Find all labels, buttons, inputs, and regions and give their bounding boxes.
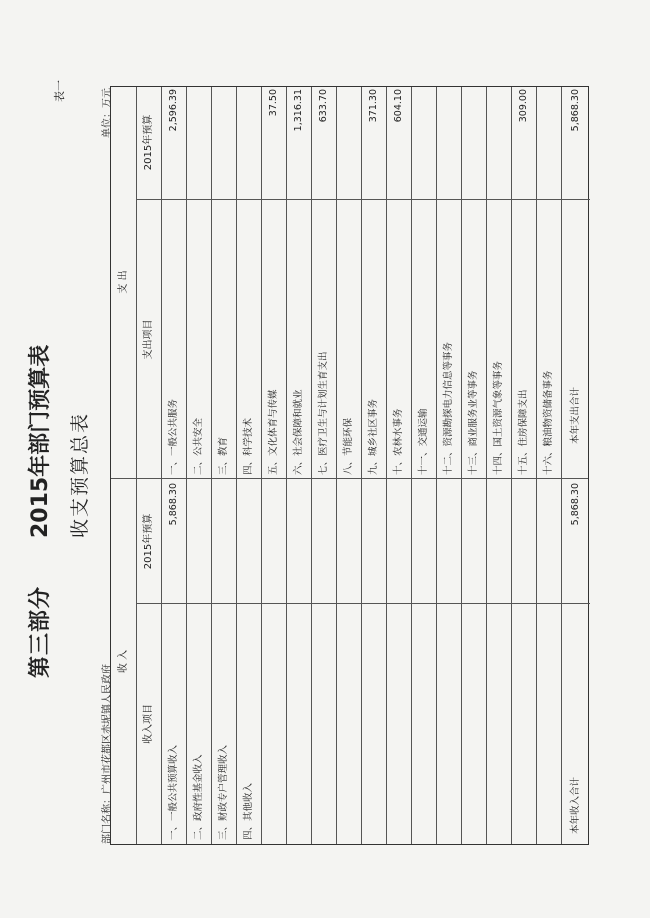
table-rule: [536, 87, 537, 844]
income-row-amount: [236, 483, 261, 604]
table-rule: [361, 87, 362, 844]
expense-row-amount: [336, 89, 361, 200]
table-rule: [161, 87, 162, 844]
table-rule: [136, 603, 590, 604]
unit-label: 单位：万元: [102, 88, 113, 138]
expense-row-item: 四、科学技术: [243, 417, 254, 475]
table-rule: [336, 87, 337, 844]
expense-header: 支 出: [118, 270, 129, 294]
income-row-amount: [211, 483, 236, 604]
expense-total-amount: 5,868.30: [570, 89, 581, 132]
expense-row-item: 十一、交通运输: [418, 408, 429, 475]
department-label: 部门名称：广州市花都区赤坭镇人民政府: [102, 664, 113, 844]
table-rule: [286, 87, 287, 844]
expense-row-item: 九、城乡社区事务: [368, 398, 379, 475]
table-rule: [411, 87, 412, 844]
expense-row-amount: 2,596.39: [168, 89, 179, 132]
expense-row-item: 五、文化体育与传媒: [268, 389, 279, 475]
income-row-item: 四、其他收入: [243, 782, 254, 840]
income-total-amount: 5,868.30: [570, 483, 581, 526]
expense-row-amount: [211, 89, 236, 200]
table-number: 表一: [53, 80, 66, 102]
expense-row-amount: 633.70: [318, 89, 329, 123]
expense-budget-header: 2015年预算: [143, 114, 154, 171]
table-rule: [486, 87, 487, 844]
expense-row-item: 十二、资源勘探电力信息等事务: [443, 341, 454, 475]
expense-row-amount: [411, 89, 436, 200]
expense-row-item: 六、社会保障和就业: [293, 389, 304, 475]
expense-row-amount: 371.30: [368, 89, 379, 123]
table-rule: [561, 87, 562, 844]
income-row-amount: [186, 483, 211, 604]
expense-row-item: 一、一般公共服务: [168, 398, 179, 475]
expense-row-item: 十三、商业服务业等事务: [468, 370, 479, 475]
income-budget-header: 2015年预算: [143, 513, 154, 570]
expense-row-item: 三、教育: [218, 436, 229, 475]
table-subtitle: 收支预算总表: [69, 411, 91, 538]
expense-row-item: 十六、粮油物资储备事务: [543, 370, 554, 475]
expense-row-amount: [186, 89, 211, 200]
table-rule: [311, 87, 312, 844]
income-item-header: 收入项目: [143, 704, 154, 744]
income-row-item: 二、政府性基金收入: [193, 754, 204, 840]
expense-row-item: 七、医疗卫生与计划生育支出: [318, 351, 329, 475]
expense-row-amount: 37.50: [268, 89, 279, 117]
table-rule: [136, 87, 137, 844]
expense-row-amount: [236, 89, 261, 200]
expense-row-amount: 604.10: [393, 89, 404, 123]
income-row-item: 三、财政专户管理收入: [218, 744, 229, 840]
table-rule: [211, 87, 212, 844]
page-title: 2015年部门预算表: [28, 344, 53, 538]
expense-row-amount: [536, 89, 561, 200]
expense-row-amount: [436, 89, 461, 200]
expense-row-item: 十五、住房保障支出: [518, 389, 529, 475]
income-header: 收 入: [118, 649, 129, 674]
table-rule: [461, 87, 462, 844]
expense-row-item: 二、公共安全: [193, 417, 204, 475]
expense-row-amount: [461, 89, 486, 200]
income-total-label: 本年收入合计: [570, 776, 581, 834]
table-rule: [111, 478, 588, 479]
expense-row-amount: 1,316.31: [293, 89, 304, 132]
expense-total-label: 本年支出合计: [570, 386, 581, 444]
expense-row-amount: [486, 89, 511, 200]
expense-row-amount: 309.00: [518, 89, 529, 123]
table-rule: [436, 87, 437, 844]
table-rule: [261, 87, 262, 844]
table-rule: [236, 87, 237, 844]
section-heading: 第三部分: [28, 585, 53, 678]
table-rule: [511, 87, 512, 844]
expense-item-header: 支出项目: [143, 319, 154, 360]
income-row-amount: 5,868.30: [168, 483, 179, 526]
table-rule: [136, 199, 590, 200]
table-rule: [186, 87, 187, 844]
expense-row-item: 十四、国土资源气象等事务: [493, 360, 504, 475]
expense-row-item: 十、农林水事务: [393, 408, 404, 475]
expense-row-item: 八、节能环保: [343, 417, 354, 475]
table-rule: [386, 87, 387, 844]
income-row-item: 一、一般公共预算收入: [168, 744, 179, 840]
budget-table: [110, 86, 589, 845]
